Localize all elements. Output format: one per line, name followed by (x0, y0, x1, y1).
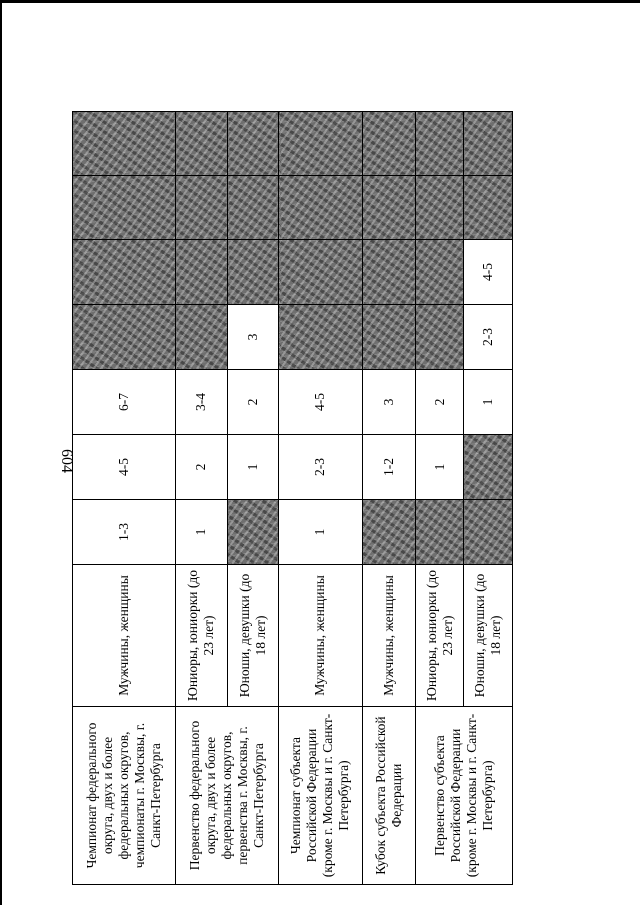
shaded-cell (176, 240, 228, 305)
shaded-cell (362, 305, 415, 370)
table-row (415, 112, 463, 885)
shaded-cell (415, 176, 463, 240)
place-cell: 1-3 (73, 500, 176, 565)
participant-group-cell: Мужчины, женщины (279, 565, 363, 707)
participant-group-cell: Юниоры, юниорки (до 23 лет) (415, 565, 463, 707)
shaded-cell (415, 305, 463, 370)
table-frame (72, 112, 513, 885)
participant-group-cell: Мужчины, женщины (73, 565, 176, 707)
place-cell: 3 (227, 305, 279, 370)
place-cell: 1 (227, 435, 279, 500)
place-cell: 2 (227, 370, 279, 435)
shaded-cell (73, 176, 176, 240)
place-cell: 2-3 (464, 305, 513, 370)
shaded-cell (362, 240, 415, 305)
place-cell: 2-3 (279, 435, 363, 500)
shaded-cell (73, 112, 176, 176)
shaded-cell (279, 240, 363, 305)
competition-name-cell: Первенство субъекта Российской Федерации (кроме г. Москвы и г. Санкт-Петербурга) (415, 707, 512, 885)
competition-name-cell: Чемпионат субъекта Российской Федерации (кроме г. Москвы и г. Санкт-Петербурга) (279, 707, 363, 885)
place-cell: 4-5 (279, 370, 363, 435)
shaded-cell (227, 176, 279, 240)
place-cell: 1 (464, 370, 513, 435)
competition-name-cell: Кубок субъекта Российской Федерации (362, 707, 415, 885)
table-row (176, 112, 228, 885)
shaded-cell (227, 500, 279, 565)
shaded-cell (415, 240, 463, 305)
shaded-cell (73, 240, 176, 305)
shaded-cell (415, 112, 463, 176)
shaded-cell (176, 305, 228, 370)
table-row (73, 112, 176, 885)
shaded-cell (279, 112, 363, 176)
competition-name-cell: Первенство федерального округа, двух и более федеральных округов, первенства г. Москвы, г. Санкт-Петербурга (176, 707, 279, 885)
participant-group-cell: Юноши, девушки (до 18 лет) (227, 565, 279, 707)
shaded-cell (415, 500, 463, 565)
shaded-cell (362, 112, 415, 176)
place-cell: 4-5 (464, 240, 513, 305)
table-body (73, 112, 513, 885)
place-cell: 2 (415, 370, 463, 435)
shaded-cell (73, 305, 176, 370)
rotated-table-container (72, 112, 513, 885)
shaded-cell (279, 176, 363, 240)
shaded-cell (464, 112, 513, 176)
place-cell: 1 (279, 500, 363, 565)
shaded-cell (362, 176, 415, 240)
shaded-cell (227, 240, 279, 305)
table-row (362, 112, 415, 885)
shaded-cell (279, 305, 363, 370)
shaded-cell (227, 112, 279, 176)
classification-table (72, 111, 513, 885)
place-cell: 2 (176, 435, 228, 500)
shaded-cell (176, 112, 228, 176)
shaded-cell (464, 176, 513, 240)
place-cell: 1-2 (362, 435, 415, 500)
participant-group-cell: Юноши, девушки (до 18 лет) (464, 565, 513, 707)
shaded-cell (464, 435, 513, 500)
place-cell: 3-4 (176, 370, 228, 435)
place-cell: 4-5 (73, 435, 176, 500)
place-cell: 6-7 (73, 370, 176, 435)
place-cell: 1 (176, 500, 228, 565)
place-cell: 3 (362, 370, 415, 435)
page-number: 604 (58, 449, 75, 473)
place-cell: 1 (415, 435, 463, 500)
competition-name-cell: Чемпионат федерального округа, двух и более федеральных округов, чемпионаты г. Москвы, г. Санкт-Петербурга (73, 707, 176, 885)
shaded-cell (362, 500, 415, 565)
shaded-cell (464, 500, 513, 565)
table-row (279, 112, 363, 885)
participant-group-cell: Мужчины, женщины (362, 565, 415, 707)
participant-group-cell: Юниоры, юниорки (до 23 лет) (176, 565, 228, 707)
shaded-cell (176, 176, 228, 240)
